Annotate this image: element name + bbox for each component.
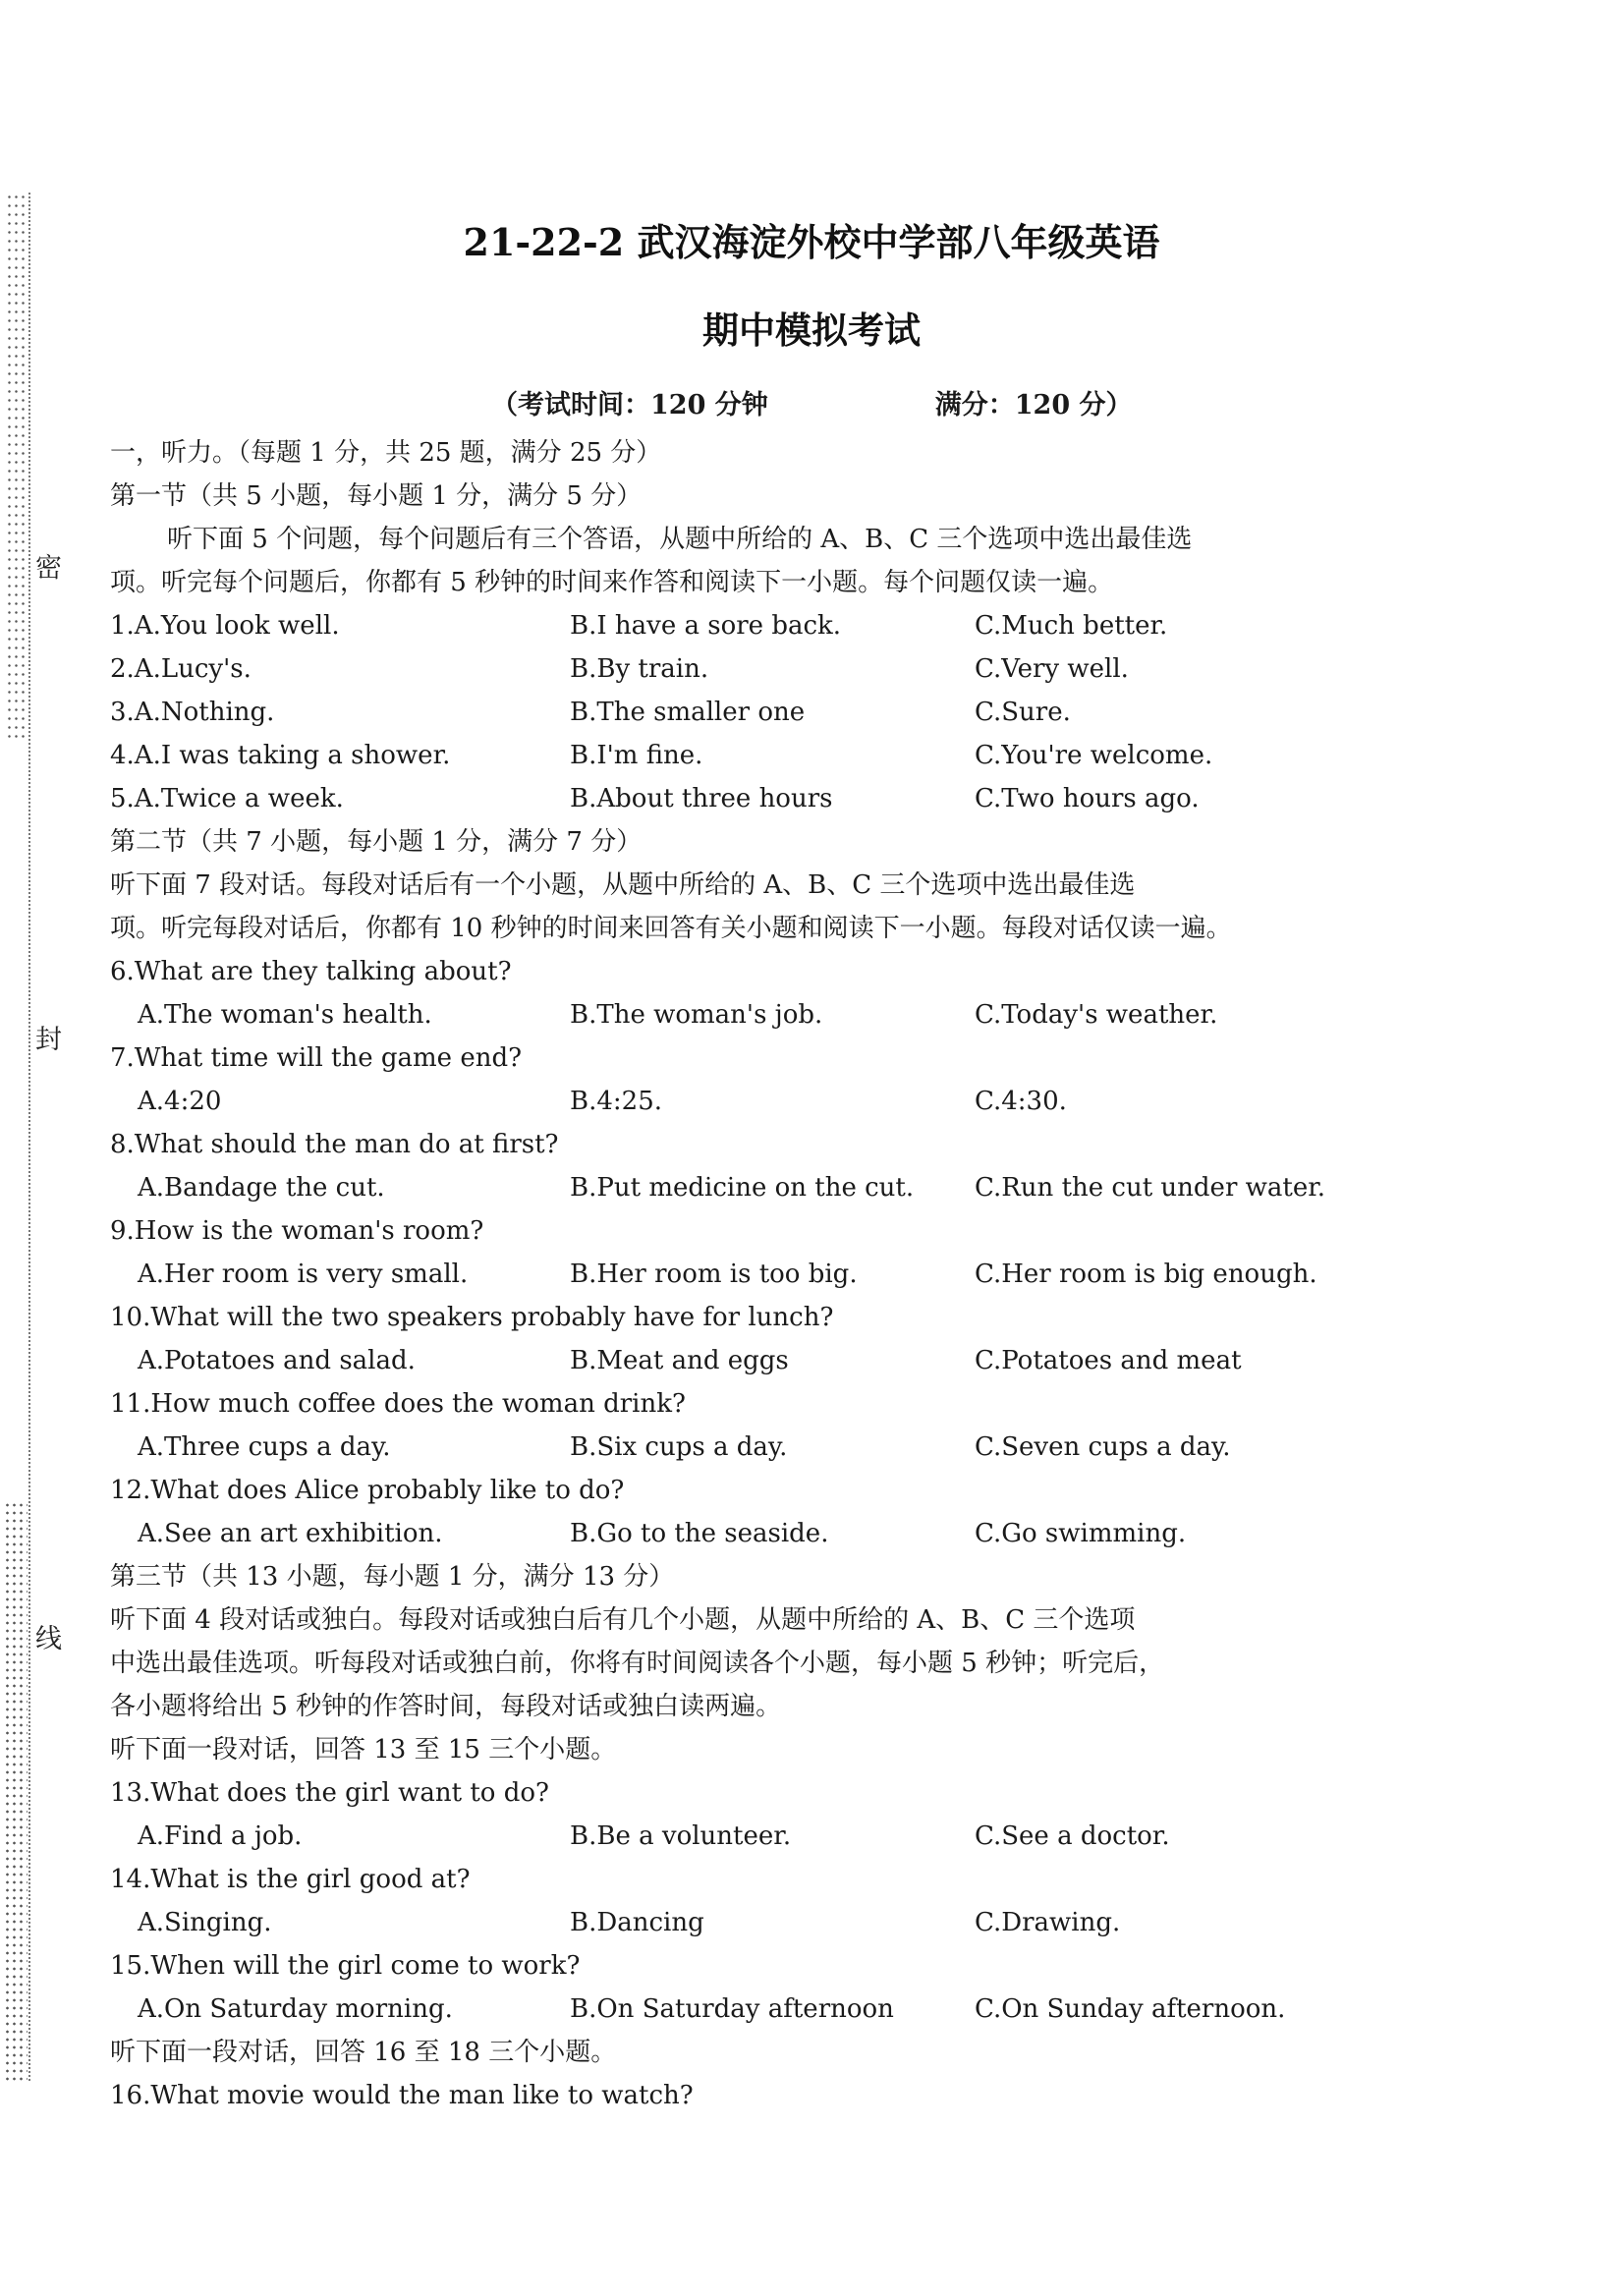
q6-option-b: B.The woman's job.: [570, 1000, 823, 1030]
q3-option-a: 3.A.Nothing.: [110, 698, 275, 727]
binding-line: [28, 193, 30, 2081]
q9-option-b: B.Her room is too big.: [570, 1260, 858, 1289]
q14-option-c: C.Drawing.: [975, 1908, 1121, 1937]
q15-option-c: C.On Sunday afternoon.: [975, 1994, 1286, 2024]
q10-option-a: A.Potatoes and salad.: [138, 1346, 416, 1375]
q9-option-a: A.Her room is very small.: [138, 1260, 469, 1289]
section3-instructions-3: 各小题将给出 5 秒钟的作答时间，每段对话或独白读两遍。: [110, 1692, 782, 1721]
q16-stem: 16.What movie would the man like to watch?: [110, 2081, 694, 2110]
q3-option-c: C.Sure.: [975, 698, 1071, 727]
q6-option-a: A.The woman's health.: [138, 1000, 432, 1030]
q2-option-a: 2.A.Lucy's.: [110, 654, 252, 684]
q13-option-b: B.Be a volunteer.: [570, 1821, 792, 1851]
q8-option-c: C.Run the cut under water.: [975, 1173, 1326, 1203]
section2-instructions-2: 项。听完每段对话后，你都有 10 秒钟的时间来回答有关小题和阅读下一小题。每段对话仅读一遍。: [110, 914, 1232, 943]
q11-option-a: A.Three cups a day.: [138, 1432, 391, 1462]
q11-option-c: C.Seven cups a day.: [975, 1432, 1231, 1462]
q10-stem: 10.What will the two speakers probably have for lunch?: [110, 1303, 834, 1332]
q4-option-b: B.I'm fine.: [570, 741, 703, 770]
q12-option-c: C.Go swimming.: [975, 1519, 1187, 1548]
q12-option-b: B.Go to the seaside.: [570, 1519, 829, 1548]
section3-instructions-2: 中选出最佳选项。听每段对话或独白前，你将有时间阅读各个小题，每小题 5 秒钟；听完后，: [110, 1649, 1165, 1678]
q1-option-c: C.Much better.: [975, 611, 1168, 641]
q9-stem: 9.How is the woman's room?: [110, 1216, 484, 1246]
section2-instructions-1: 听下面 7 段对话。每段对话后有一个小题，从题中所给的 A、B、C 三个选项中选出最佳选: [110, 870, 1136, 900]
q14-stem: 14.What is the girl good at?: [110, 1865, 471, 1894]
q13-option-c: C.See a doctor.: [975, 1821, 1170, 1851]
q1-option-b: B.I have a sore back.: [570, 611, 842, 641]
q7-stem: 7.What time will the game end?: [110, 1043, 523, 1073]
q4-option-a: 4.A.I was taking a shower.: [110, 741, 451, 770]
q1-option-a: 1.A.You look well.: [110, 611, 340, 641]
q15-stem: 15.When will the girl come to work?: [110, 1951, 581, 1981]
exam-time: （考试时间：120 分钟: [491, 390, 768, 420]
page-subtitle: 期中模拟考试: [702, 308, 921, 352]
binding-char-feng: 封: [35, 1025, 62, 1055]
q7-option-a: A.4:20: [138, 1087, 222, 1116]
section1-instructions-2: 项。听完每个问题后，你都有 5 秒钟的时间来作答和阅读下一小题。每个问题仅读一遍。: [110, 568, 1114, 597]
q5-option-a: 5.A.Twice a week.: [110, 784, 344, 813]
dialogue2-intro: 听下面一段对话，回答 16 至 18 三个小题。: [110, 2038, 617, 2067]
q8-option-a: A.Bandage the cut.: [138, 1173, 385, 1203]
q10-option-c: C.Potatoes and meat: [975, 1346, 1242, 1375]
full-score: 满分：120 分）: [934, 390, 1133, 420]
part1-heading: 一，听力。（每题 1 分，共 25 题，满分 25 分）: [110, 438, 662, 468]
q15-option-a: A.On Saturday morning.: [138, 1994, 453, 2024]
q11-option-b: B.Six cups a day.: [570, 1432, 788, 1462]
q12-stem: 12.What does Alice probably like to do?: [110, 1476, 625, 1505]
q3-option-b: B.The smaller one: [570, 698, 806, 727]
section2-heading: 第二节（共 7 小题，每小题 1 分，满分 7 分）: [110, 827, 643, 857]
page-title: 21-22-2 武汉海淀外校中学部八年级英语: [463, 220, 1160, 264]
q14-option-a: A.Singing.: [138, 1908, 272, 1937]
q9-option-c: C.Her room is big enough.: [975, 1260, 1317, 1289]
binding-dots-bottom: [4, 1501, 28, 2081]
exam-info: [491, 383, 1133, 421]
q5-option-c: C.Two hours ago.: [975, 784, 1200, 813]
q12-option-a: A.See an art exhibition.: [138, 1519, 443, 1548]
q7-option-b: B.4:25.: [570, 1087, 663, 1116]
q6-stem: 6.What are they talking about?: [110, 957, 512, 986]
q5-option-b: B.About three hours: [570, 784, 833, 813]
q15-option-b: B.On Saturday afternoon: [570, 1994, 894, 2024]
section1-instructions-1: 听下面 5 个问题，每个问题后有三个答语，从题中所给的 A、B、C 三个选项中选出最佳选: [167, 525, 1193, 554]
q4-option-c: C.You're welcome.: [975, 741, 1213, 770]
q8-stem: 8.What should the man do at first?: [110, 1130, 559, 1159]
binding-char-xian: 线: [35, 1624, 62, 1654]
q13-stem: 13.What does the girl want to do?: [110, 1778, 549, 1808]
section3-heading: 第三节（共 13 小题，每小题 1 分，满分 13 分）: [110, 1562, 675, 1592]
q7-option-c: C.4:30.: [975, 1087, 1067, 1116]
binding-char-mi: 密: [35, 553, 62, 584]
section1-heading: 第一节（共 5 小题，每小题 1 分，满分 5 分）: [110, 481, 643, 511]
binding-dots-top: [6, 193, 26, 743]
q2-option-c: C.Very well.: [975, 654, 1129, 684]
q11-stem: 11.How much coffee does the woman drink?: [110, 1389, 686, 1419]
q13-option-a: A.Find a job.: [138, 1821, 303, 1851]
q6-option-c: C.Today's weather.: [975, 1000, 1218, 1030]
q8-option-b: B.Put medicine on the cut.: [570, 1173, 915, 1203]
q2-option-b: B.By train.: [570, 654, 709, 684]
section3-instructions-1: 听下面 4 段对话或独白。每段对话或独白后有几个小题，从题中所给的 A、B、C 三个选项: [110, 1605, 1136, 1635]
q10-option-b: B.Meat and eggs: [570, 1346, 789, 1375]
q14-option-b: B.Dancing: [570, 1908, 704, 1937]
dialogue1-intro: 听下面一段对话，回答 13 至 15 三个小题。: [110, 1735, 617, 1764]
